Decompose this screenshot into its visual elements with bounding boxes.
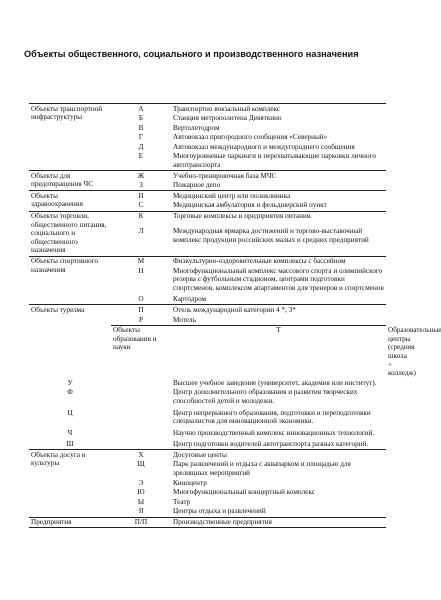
object-description: Картодром bbox=[173, 295, 207, 304]
object-description: Медицинский центр или поликлиника bbox=[171, 191, 386, 201]
object-description: Досуговые центы bbox=[171, 450, 386, 460]
table-row bbox=[29, 191, 386, 201]
category-label: Объекты досуга и культуры bbox=[29, 450, 111, 517]
object-description: Производственные предприятия bbox=[171, 517, 386, 528]
object-description: Торговые комплексы и предприятия питания. bbox=[171, 211, 386, 227]
object-description: Транспортно вокзальный комплекс bbox=[171, 104, 386, 114]
object-description: Многофункциональный комплекс массового спорта и олимпийского резерва с футбольным стадионом, центрами подготовки спортсменов, комплексом апартаментов для тренеров и спортсменов bbox=[173, 266, 384, 292]
object-code: Х bbox=[111, 450, 171, 460]
category-label: Объекты торговли, общественного питания, социального и общественного назначения bbox=[29, 211, 111, 256]
object-description: Учебно-тренировочная база МЧС bbox=[171, 171, 386, 181]
object-description: Автовокзал пригородного сообщения «Северный» bbox=[173, 133, 328, 142]
object-code: Ч bbox=[67, 428, 73, 437]
objects-table-body bbox=[29, 104, 441, 528]
object-code: Б bbox=[138, 114, 144, 123]
object-code: Ж bbox=[111, 171, 171, 181]
category-label: Предприятия bbox=[29, 517, 111, 528]
object-description: Медицинская амбулатория и фельдшерский пункт bbox=[173, 201, 327, 210]
object-code: Р bbox=[139, 315, 143, 324]
object-description: Вертолетодром bbox=[173, 123, 220, 132]
object-description: Физкультурно-оздоровительные комплексы с бассейном bbox=[171, 256, 386, 266]
object-code: К bbox=[111, 211, 171, 227]
table-row bbox=[29, 440, 386, 450]
object-code: Ю bbox=[137, 488, 145, 497]
object-description: Многоуровневые паркинги и перехватывающие парковки личного автотранспорта bbox=[173, 152, 376, 170]
object-code: Н bbox=[138, 266, 144, 275]
category-label: Объекты для предотвращения ЧС bbox=[29, 171, 111, 191]
object-description: Научно производственный комплекс инновационных технологий. bbox=[173, 428, 375, 437]
object-description: Международная ярмарка достижений и торгово-выставочный комплекс продукции российских малых и средних предприятий bbox=[173, 227, 369, 244]
object-code: А bbox=[111, 104, 171, 114]
table-row bbox=[29, 171, 386, 181]
object-code: Ф bbox=[67, 388, 73, 397]
object-code: Ш bbox=[66, 440, 74, 449]
category-label: Объекты транспортной инфраструктуры bbox=[29, 104, 111, 171]
category-label: Объекты туризма bbox=[29, 305, 111, 378]
table-row: Объекты образования и науки Т Образовательные центры (средняя школа + колледж) bbox=[29, 325, 386, 378]
object-code: Л bbox=[138, 227, 144, 236]
category-label: Объекты образования и науки bbox=[111, 325, 171, 450]
object-description: Киноцентр bbox=[173, 478, 207, 487]
object-code: З bbox=[139, 181, 143, 190]
object-code: Я bbox=[138, 507, 144, 516]
object-description: Многофункциональный концертный комплекс bbox=[173, 488, 315, 497]
object-code: Э bbox=[138, 478, 144, 487]
category-label: Объекты здравоохранения bbox=[29, 191, 111, 211]
object-description: Центр непрерывного образования, подготовки и переподготовки специалистов для инновационной экономики. bbox=[173, 408, 371, 426]
object-description: Станция метрополитена Девяткино bbox=[173, 114, 282, 123]
table-row bbox=[29, 450, 386, 460]
object-description: Отель международной категории 4 *, 3* bbox=[171, 305, 386, 315]
object-code: Д bbox=[138, 142, 144, 151]
table-row bbox=[29, 305, 386, 315]
table-row bbox=[29, 104, 386, 114]
object-code: П bbox=[111, 305, 171, 315]
category-label: Объекты спортивного назначения bbox=[29, 256, 111, 305]
object-code: И bbox=[111, 191, 171, 201]
object-code: П/П bbox=[111, 517, 171, 528]
object-code: Ы bbox=[137, 497, 145, 506]
object-code: О bbox=[138, 295, 144, 304]
object-description: Высшее учебное заведение (университет, академия или институт). bbox=[173, 378, 377, 387]
object-code: Щ bbox=[137, 460, 145, 469]
table-row bbox=[29, 388, 386, 406]
objects-table bbox=[29, 103, 441, 528]
table-row bbox=[29, 428, 386, 438]
object-code: Т bbox=[171, 325, 386, 378]
object-description: Парк развлечений и отдыха с аквапарком и площадью для зрелищных мероприятий bbox=[173, 460, 351, 478]
table-row bbox=[29, 378, 386, 388]
object-code: М bbox=[111, 256, 171, 266]
object-code: У bbox=[67, 378, 73, 387]
object-code: С bbox=[138, 201, 144, 210]
object-description: Центр дополнительного образования и развития творческих способностей детей и молодежи. bbox=[173, 388, 358, 405]
object-code: В bbox=[138, 123, 144, 132]
table-row bbox=[29, 211, 386, 227]
object-description: Центр подготовки водителей автотранспорта разных категорий. bbox=[173, 440, 369, 449]
object-description: Автовокзал международного и междугороднего сообщения bbox=[173, 142, 355, 151]
table-row bbox=[29, 517, 386, 528]
table-row bbox=[29, 408, 386, 426]
object-description: Мотель bbox=[173, 315, 196, 324]
object-description: Пожарное депо bbox=[173, 181, 221, 190]
object-description: Театр bbox=[173, 497, 191, 506]
object-code: Г bbox=[138, 133, 144, 142]
document-title: Объекты общественного, социального и производственного назначения bbox=[24, 49, 359, 59]
table-row bbox=[29, 256, 386, 266]
object-description: Центры отдыха и развлечений bbox=[173, 507, 266, 516]
object-code: Ц bbox=[67, 408, 73, 417]
object-code: Е bbox=[138, 152, 144, 161]
